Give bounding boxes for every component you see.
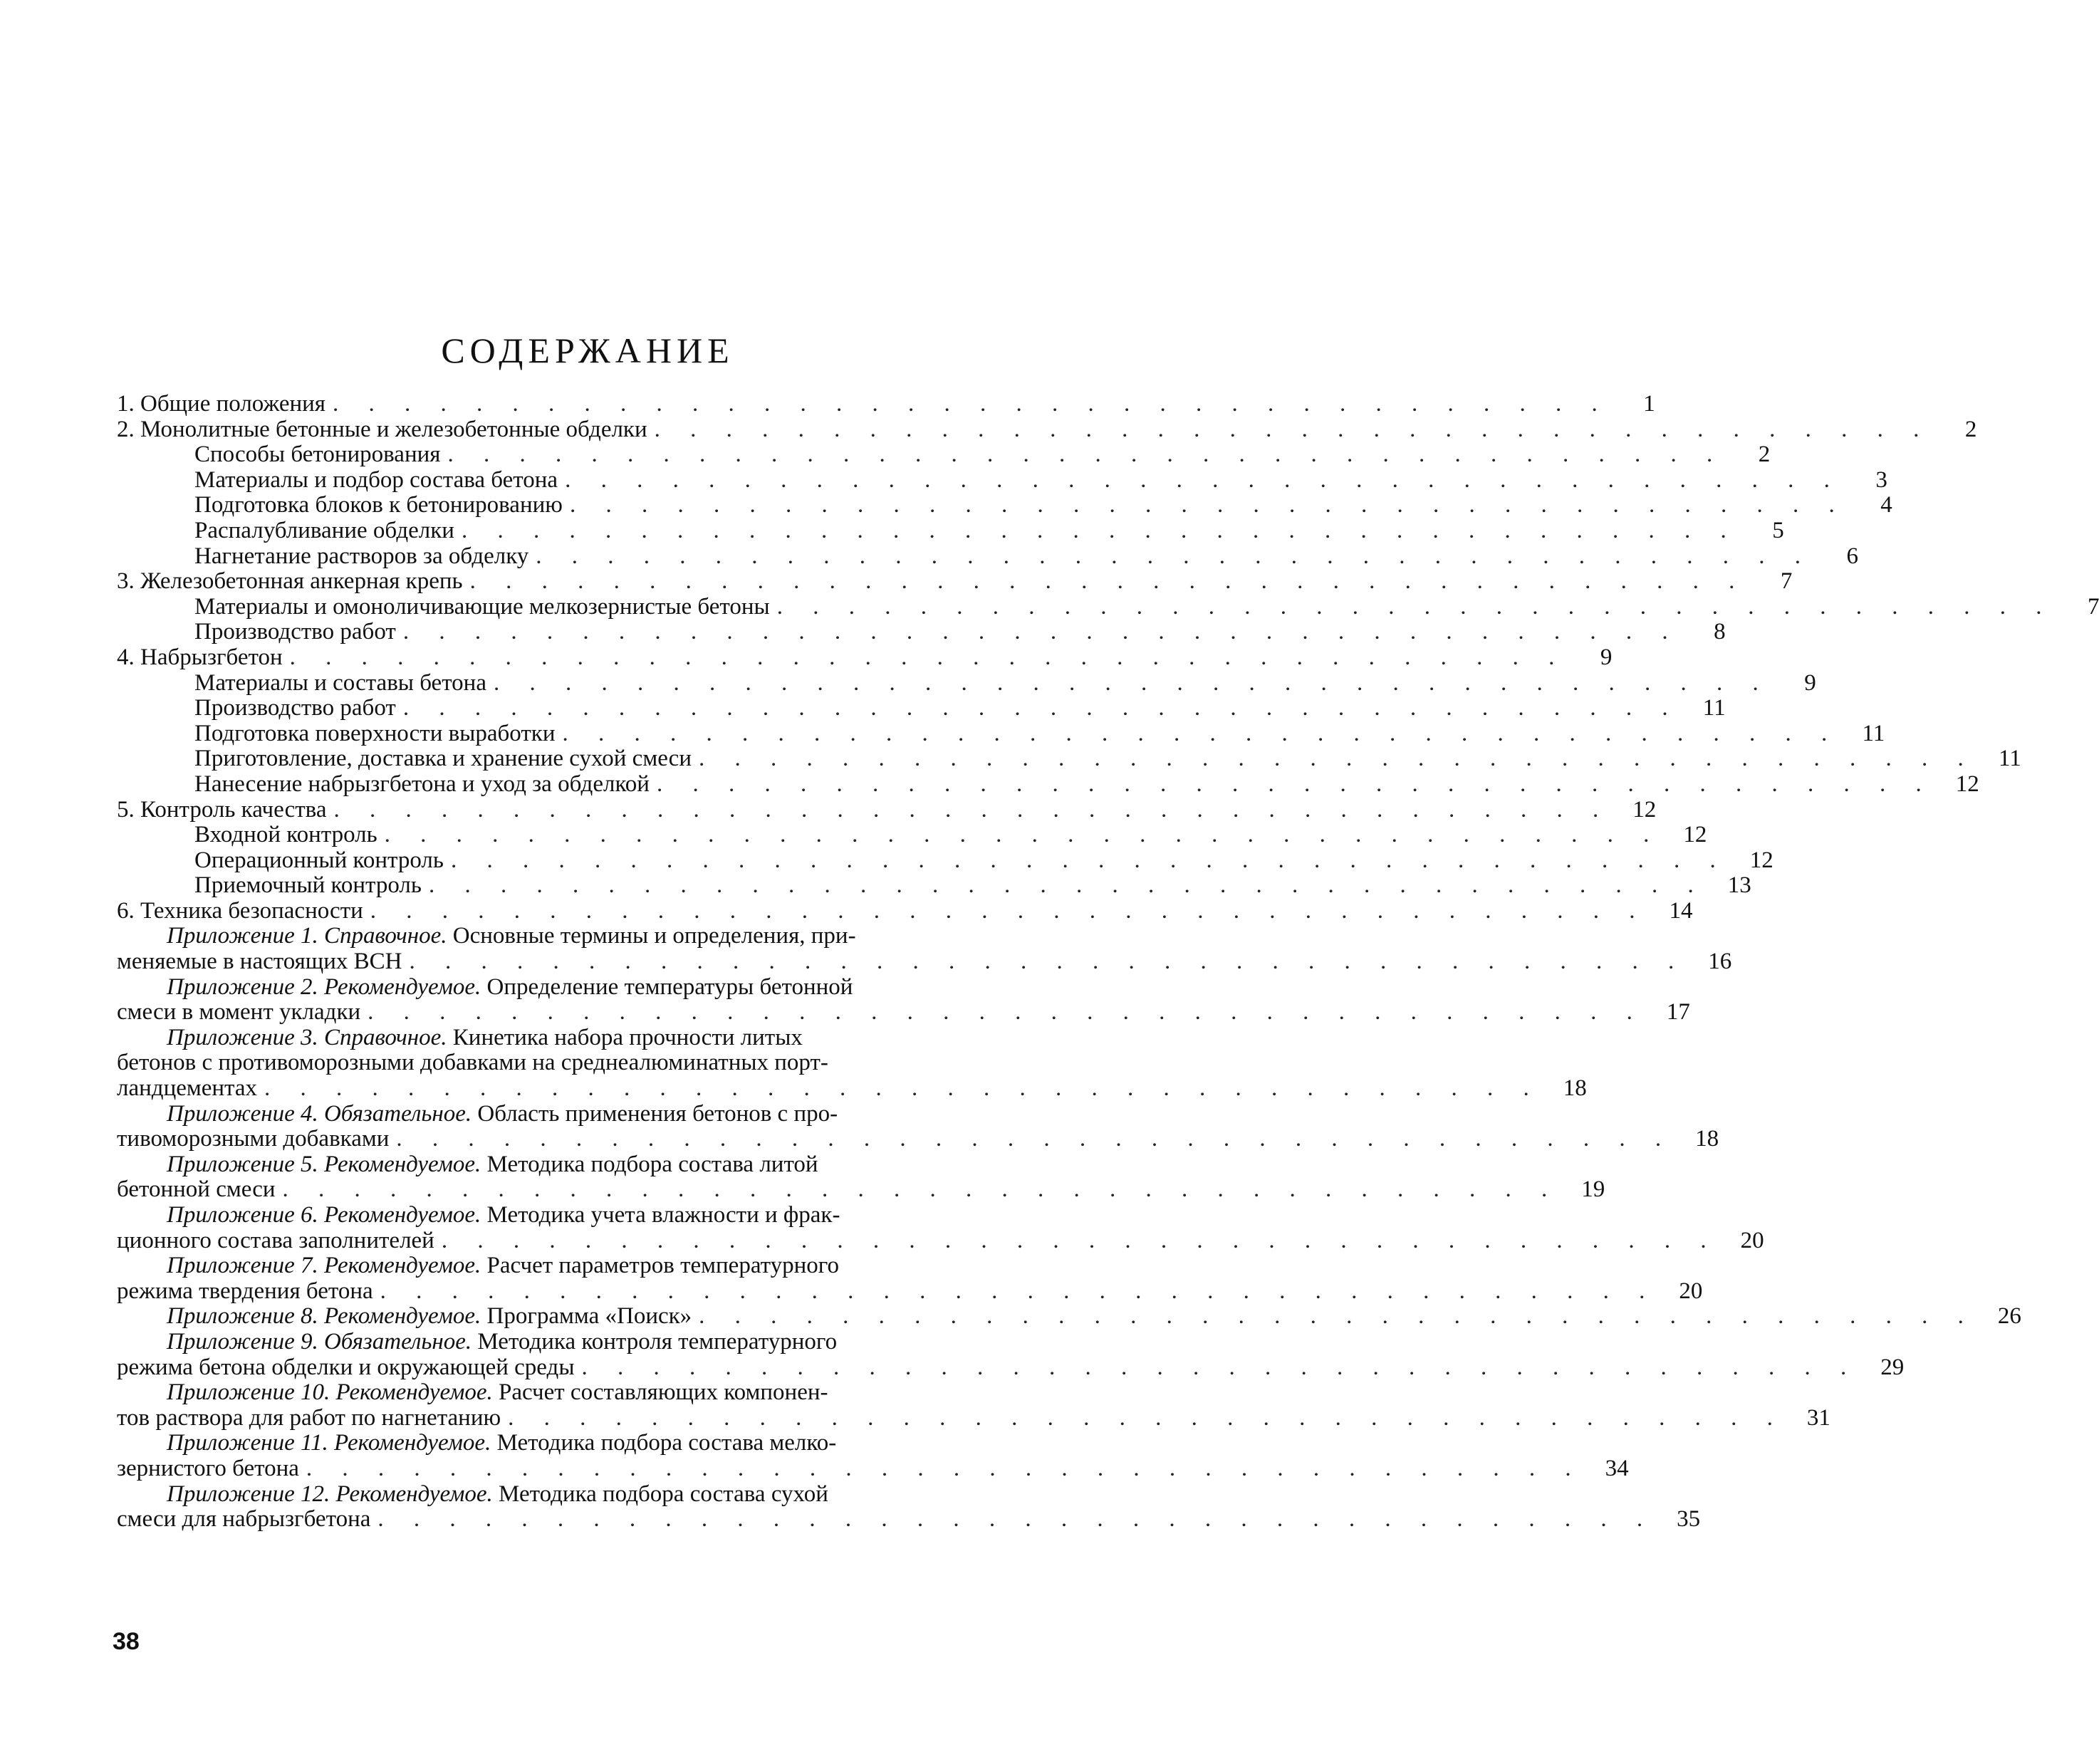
toc-entry-text: Производство работ [194,619,396,645]
appendix-text [117,1152,1019,1178]
appendix-label: Приложение 2. Рекомендуемое. [167,974,481,1000]
toc-page-number: 12 [1749,847,1774,873]
toc-entry-text: Способы бетонирования [194,442,441,468]
appendix-line: режима твердения бетона [117,1278,373,1304]
appendix-text [117,1304,692,1330]
toc-appendix [117,1253,1703,1304]
toc-row [117,1278,1703,1305]
toc-appendix [117,1379,1830,1431]
toc-row [117,1431,1064,1456]
toc-entry-text: Входной контроль [194,822,377,848]
appendix-line: Методика подбора состава литой [486,1151,818,1177]
appendix-line: ционного состава заполнителей [117,1227,434,1253]
appendix-line: Основные термины и определения, при- [452,923,856,949]
toc-entry-text: Материалы и омоноличивающие мелкозернистые бетоны [194,593,770,620]
toc-page-number: 13 [1727,872,1751,899]
toc-entry-text: Нанесение набрызгбетона и уход за обделкой [194,771,650,797]
dot-leader: . . . . . . . . . . . . . . . . . . . . . . . . . . . . . . . . . . . . [377,1506,1655,1533]
toc-row [117,1176,1605,1203]
dot-leader: . . . . . . . . . . . . . . . . . . . . . . . . . . . . . . . . . . . . [441,1227,1719,1253]
appendix-line: смеси в момент укладки [117,999,361,1025]
dot-leader: . . . . . . . . . . . . . . . . . . . . . . . . . . . . . . . . . . . . [581,1354,1859,1380]
toc-page-number: 1 [1643,391,1655,417]
toc-row [117,1050,1064,1076]
toc-row [117,1025,1064,1051]
dot-leader: . . . . . . . . . . . . . . . . . . . . . . . . . . . . . . . . . . . . [396,1126,1674,1152]
toc-page-number: 18 [1563,1075,1587,1102]
toc-entry-text: 1. Общие положения [117,391,325,417]
toc-page-number: 9 [1804,669,1816,696]
toc-row [117,1126,1719,1152]
toc-page-number: 17 [1666,999,1690,1025]
dot-leader: . . . . . . . . . . . . . . . . . . . . . . . . . . . . . . . . . . . . [264,1075,1541,1102]
toc-page-number: 4 [1880,492,1892,518]
appendix-text [117,1050,1019,1076]
toc-appendix [117,1303,2021,1330]
toc-page-number: 34 [1605,1455,1629,1481]
appendix-line: Методика учета влажности и фрак- [486,1202,840,1228]
toc-page-number: 2 [1758,442,1771,468]
toc-page-number: 11 [1702,695,1726,721]
toc-row [117,1102,1064,1127]
toc-row [117,1303,2021,1330]
dot-leader: . . . . . . . . . . . . . . . . . . . . . . . . . . . . . . . . . . . . [370,897,1647,924]
toc-title: СОДЕРЖАНИЕ [441,330,734,370]
appendix-text [117,1076,257,1102]
toc-page-number: 20 [1740,1227,1764,1253]
dot-leader: . . . . . . . . . . . . . . . . . . . . . . . . . . . . . . . . . . . . [402,619,1680,645]
toc-page-number: 18 [1695,1126,1719,1152]
toc-page-number: 20 [1679,1278,1703,1304]
appendix-text [117,1456,299,1482]
dot-leader: . . . . . . . . . . . . . . . . . . . . . . . . . . . . . . . . . . . . [368,999,1645,1025]
appendix-text [117,1406,501,1431]
toc-row [117,1330,1064,1355]
toc-page-number: 11 [1862,720,1885,746]
toc-page-number: 29 [1880,1354,1905,1380]
toc-entry-text: Распалубливание обделки [194,517,454,543]
dot-leader: . . . . . . . . . . . . . . . . . . . . . . . . . . . . . . . . . . . . [333,796,1611,823]
appendix-line: бетонной смеси [117,1176,276,1203]
toc-row [117,949,1732,975]
appendix-line: зернистого бетона [117,1455,299,1481]
appendix-text [117,1507,370,1533]
toc-entry-text: Подготовка поверхности выработки [194,720,556,746]
toc-page-number: 35 [1677,1506,1701,1533]
toc-appendix [117,1151,1605,1203]
toc-entry-text: Операционный контроль [194,847,444,873]
appendix-label: Приложение 6. Рекомендуемое. [167,1202,481,1228]
appendix-line: смеси для набрызгбетона [117,1506,371,1533]
appendix-line: Область применения бетонов с про- [477,1100,838,1127]
dot-leader: . . . . . . . . . . . . . . . . . . . . . . . . . . . . . . . . . . . . [461,517,1739,543]
appendix-label: Приложение 1. Справочное. [167,923,447,949]
toc-entry-text: Подготовка блоков к бетонированию [194,492,563,518]
toc-page-number: 6 [1846,543,1859,569]
dot-leader: . . . . . . . . . . . . . . . . . . . . . . . . . . . . . . . . . . . . [384,822,1662,848]
dot-leader: . . . . . . . . . . . . . . . . . . . . . . . . . . . . . . . . . . . . [698,746,1976,772]
toc-row [117,1380,1064,1406]
dot-leader: . . . . . . . . . . . . . . . . . . . . . . . . . . . . . . . . . . . . [282,1176,1560,1203]
appendix-label: Приложение 4. Обязательное. [167,1100,472,1127]
toc-appendix [117,1430,1629,1481]
toc-entry-text: 5. Контроль качества [117,796,327,823]
dot-leader: . . . . . . . . . . . . . . . . . . . . . . . . . . . . . . . . . . . . [536,543,1813,569]
toc-page-number: 12 [1683,822,1707,848]
appendix-text [117,975,1019,1001]
appendix-label: Приложение 9. Обязательное. [167,1328,472,1355]
appendix-text [117,1253,1019,1279]
appendix-text [117,1228,434,1254]
dot-leader: . . . . . . . . . . . . . . . . . . . . . . . . . . . . . . . . . . . . [332,391,1610,417]
page-number: 38 [113,1628,140,1655]
toc-appendix [117,1100,1719,1152]
toc-page-number: 7 [2087,593,2099,620]
toc-page-number: 8 [1714,619,1726,645]
toc-appendix [117,1202,1764,1253]
dot-leader: . . . . . . . . . . . . . . . . . . . . . . . . . . . . . . . . . . . . [450,847,1728,873]
toc-appendix [117,923,1732,975]
toc-entry-text: 2. Монолитные бетонные и железобетонные обделки [117,416,647,442]
toc-page-number: 12 [1955,771,1979,797]
appendix-label: Приложение 5. Рекомендуемое. [167,1151,481,1177]
toc-entry-text: Приготовление, доставка и хранение сухой смеси [194,746,692,772]
toc-row [117,1227,1764,1254]
dot-leader: . . . . . . . . . . . . . . . . . . . . . . . . . . . . . . . . . . . . [656,771,1934,797]
toc-subsection [117,669,1816,696]
appendix-text [117,949,402,975]
toc-subsection [117,847,1774,874]
appendix-line: Программа «Поиск» [486,1303,692,1330]
appendix-text [117,1203,1019,1228]
toc-entry-text: Нагнетание растворов за обделку [194,543,529,569]
dot-leader: . . . . . . . . . . . . . . . . . . . . . . . . . . . . . . . . . . . . [469,568,1747,595]
toc-subsection [117,442,1771,468]
dot-leader: . . . . . . . . . . . . . . . . . . . . . . . . . . . . . . . . . . . . [565,466,1842,493]
appendix-line: Определение температуры бетонной [486,974,853,1000]
toc-entry-text: Производство работ [194,695,396,721]
toc-appendix [117,1024,1587,1102]
appendix-text [117,1355,575,1381]
toc-entry-text: Материалы и подбор состава бетона [194,466,558,493]
dot-leader: . . . . . . . . . . . . . . . . . . . . . . . . . . . . . . . . . . . . [289,644,1567,670]
appendix-line: тивоморозными добавками [117,1126,390,1152]
appendix-text [117,1102,1019,1127]
toc-row [117,1506,1701,1533]
appendix-text [117,1380,1019,1406]
toc-subsection [117,720,1885,747]
dot-leader: . . . . . . . . . . . . . . . . . . . . . . . . . . . . . . . . . . . . [699,1303,1976,1330]
appendix-line: Методика подбора состава мелко- [496,1430,837,1456]
appendix-line: тов раствора для работ по нагнетанию [117,1404,501,1431]
toc-page-number: 16 [1708,949,1732,975]
toc-page-number: 31 [1806,1404,1830,1431]
toc-section [117,644,1613,671]
toc-section [117,416,1977,443]
appendix-line: Расчет параметров температурного [486,1253,839,1279]
appendix-line: меняемые в настоящих ВСН [117,949,402,975]
appendix-text [117,1177,276,1203]
toc-page-number: 26 [1997,1303,2021,1330]
table-of-contents [117,391,2099,1533]
toc-section [117,796,1657,823]
appendix-line: Методика подбора состава сухой [499,1481,828,1507]
dot-leader: . . . . . . . . . . . . . . . . . . . . . . . . . . . . . . . . . . . . [428,872,1706,899]
appendix-line: Кинетика набора прочности литых [452,1024,803,1050]
appendix-label: Приложение 12. Рекомендуемое. [167,1481,493,1507]
appendix-label: Приложение 10. Рекомендуемое. [167,1379,493,1406]
toc-page-number: 2 [1964,416,1977,442]
toc-section [117,391,1655,417]
toc-subsection [117,619,1726,645]
dot-leader: . . . . . . . . . . . . . . . . . . . . . . . . . . . . . . . . . . . . [402,695,1680,721]
appendix-text [117,1127,389,1152]
toc-row [117,1075,1587,1102]
toc-subsection [117,543,1859,570]
appendix-text [117,1025,1019,1051]
toc-appendix [117,974,1690,1025]
toc-subsection [117,822,1707,848]
toc-appendix [117,1481,1701,1533]
dot-leader: . . . . . . . . . . . . . . . . . . . . . . . . . . . . . . . . . . . . [494,669,1771,696]
dot-leader: . . . . . . . . . . . . . . . . . . . . . . . . . . . . . . . . . . . . [776,593,2054,620]
dot-leader: . . . . . . . . . . . . . . . . . . . . . . . . . . . . . . . . . . . . [569,492,1847,518]
toc-entry-text: 6. Техника безопасности [117,897,363,924]
toc-subsection [117,517,1784,544]
toc-page-number: 11 [1998,746,2021,772]
toc-row [117,1203,1064,1228]
toc-entry-text: Приемочный контроль [194,872,422,899]
appendix-line: ландцементах [117,1075,258,1102]
appendix-text [117,1431,1019,1456]
toc-page-number: 19 [1581,1176,1605,1203]
toc-row [117,924,1064,949]
appendix-line: Расчет составляющих компонен- [499,1379,828,1406]
toc-subsection [117,771,1979,798]
toc-entry-text: Материалы и составы бетона [194,669,486,696]
toc-subsection [117,746,2021,772]
appendix-text [117,1279,373,1305]
toc-subsection [117,466,1887,494]
appendix-text [117,1330,1019,1355]
dot-leader: . . . . . . . . . . . . . . . . . . . . . . . . . . . . . . . . . . . . [508,1404,1785,1431]
toc-subsection [117,872,1751,899]
toc-row [117,975,1064,1001]
toc-row [117,1354,1905,1381]
toc-entry-text: 4. Набрызгбетон [117,644,283,670]
toc-subsection [117,492,1892,518]
appendix-label: Приложение 3. Справочное. [167,1024,447,1050]
toc-section [117,568,1793,595]
toc-subsection [117,593,2099,620]
toc-section [117,897,1693,924]
toc-row [117,1404,1830,1431]
toc-row [117,1253,1064,1279]
toc-page-number: 14 [1669,897,1693,924]
appendix-text [117,1482,1019,1508]
appendix-line: Методика контроля температурного [477,1328,838,1355]
appendix-label: Приложение 7. Рекомендуемое. [167,1253,481,1279]
toc-row [117,1455,1629,1482]
toc-page-number: 9 [1600,644,1613,670]
dot-leader: . . . . . . . . . . . . . . . . . . . . . . . . . . . . . . . . . . . . [409,949,1687,975]
toc-appendix [117,1328,1905,1380]
toc-row [117,999,1690,1025]
dot-leader: . . . . . . . . . . . . . . . . . . . . . . . . . . . . . . . . . . . . [447,442,1725,468]
appendix-text [117,1000,360,1025]
toc-page-number: 12 [1632,796,1657,823]
appendix-label: Приложение 11. Рекомендуемое. [167,1430,491,1456]
toc-entry-text: 3. Железобетонная анкерная крепь [117,568,463,595]
dot-leader: . . . . . . . . . . . . . . . . . . . . . . . . . . . . . . . . . . . . [562,720,1840,746]
toc-row [117,1482,1064,1508]
appendix-text [117,924,1019,949]
toc-subsection [117,695,1726,721]
appendix-line: режима бетона обделки и окружающей среды [117,1354,575,1380]
toc-page-number: 5 [1772,517,1784,543]
dot-leader: . . . . . . . . . . . . . . . . . . . . . . . . . . . . . . . . . . . . [380,1278,1657,1304]
appendix-line: бетонов с противоморозными добавками на среднеалюминатных порт- [117,1050,828,1076]
appendix-label: Приложение 8. Рекомендуемое. [167,1303,481,1330]
toc-row [117,1152,1064,1178]
dot-leader: . . . . . . . . . . . . . . . . . . . . . . . . . . . . . . . . . . . . [654,416,1932,442]
toc-page-number: 3 [1875,466,1887,493]
dot-leader: . . . . . . . . . . . . . . . . . . . . . . . . . . . . . . . . . . . . [306,1455,1583,1481]
toc-page-number: 7 [1780,568,1793,595]
